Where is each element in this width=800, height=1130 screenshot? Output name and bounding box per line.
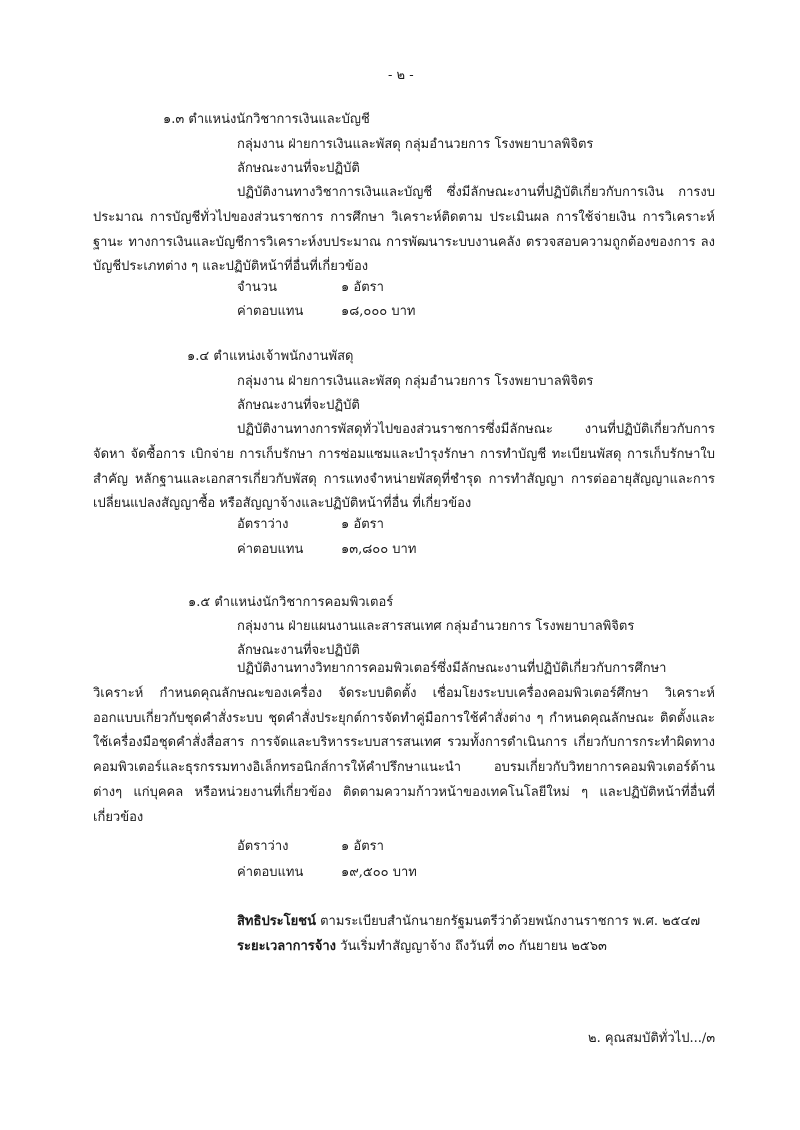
section-heading: ๑.๔ ตำแหน่งเจ้าพนักงานพัสดุ bbox=[187, 349, 354, 364]
section-pay bbox=[237, 865, 417, 881]
page-number: - ๒ - bbox=[388, 68, 414, 83]
section-duty-title: ลักษณะงานที่จะปฏิบัติ bbox=[237, 398, 360, 413]
section-heading: ๑.๓ ตำแหน่งนักวิชาการเงินและบัญชี bbox=[163, 112, 370, 127]
section-duty-title: ลักษณะงานที่จะปฏิบัติ bbox=[237, 161, 360, 176]
section-count bbox=[237, 517, 384, 533]
section-count-label: อัตราว่าง bbox=[237, 517, 289, 532]
section-group: กลุ่มงาน ฝ่ายแผนงานและสารสนเทศ กลุ่มอำนวยการ โรงพยาบาลพิจิตร bbox=[237, 619, 635, 634]
benefits bbox=[237, 914, 700, 930]
employment-period bbox=[237, 939, 607, 955]
section-pay-label: ค่าตอบแทน bbox=[237, 865, 304, 880]
employment-period-label: ระยะเวลาการจ้าง bbox=[237, 939, 336, 954]
section-count bbox=[237, 839, 384, 855]
section-description: ปฏิบัติงานทางวิทยาการคอมพิวเตอร์ซึ่งมีลักษณะงานที่ปฏิบัติเกี่ยวกับการศึกษา วิเคราะห์ กำหนดคุณลักษณะของเครื่อง จัดระบบติดตั้ง เชื่อมโยงระบบเครื่องคอมพิวเตอร์ศึกษา วิเคราะห์ ออกแบบเกี่ยวกับชุดคำสั่งระบบ ชุดคำสั่งประยุกต์การจัดทำคู่มือการใช้คำสั่งต่าง ๆ กำหนดคุณลักษณะ ติดตั้งและใช้เครื่องมือชุดคำสั่งสื่อสาร การจัดและบริหารระบบสารสนเทศ รวมทั้งการดำเนินการ เกี่ยวกับการกระทำผิดทางคอมพิวเตอร์และธุรกรรมทางอิเล็กทรอนิกส์การให้คำปรึกษาแนะนำ อบรมเกี่ยวกับวิทยาการคอมพิวเตอร์ด้านต่างๆ แก่บุคคล หรือหน่วยงานที่เกี่ยวข้อง ติดตามความก้าวหน้าของเทคโนโลยีใหม่ ๆ และปฏิบัติหน้าที่อื่นที่เกี่ยวข้อง bbox=[93, 661, 715, 825]
section-count-value: ๑ อัตรา bbox=[341, 839, 384, 854]
section-pay-label: ค่าตอบแทน bbox=[237, 542, 304, 557]
section-pay-value: ๑๙,๕๐๐ บาท bbox=[341, 865, 417, 880]
section-pay bbox=[237, 542, 416, 558]
section-count-value: ๑ อัตรา bbox=[341, 280, 384, 295]
section-description: ปฏิบัติงานทางวิชาการเงินและบัญชี ซึ่งมีลักษณะงานที่ปฏิบัติเกี่ยวกับการเงิน การงบประมาณ การบัญชีทั่วไปของส่วนราชการ การศึกษา วิเคราะห์ติดตาม ประเมินผล การใช้จ่ายเงิน การวิเคราะห์ฐานะ ทางการเงินและบัญชีการวิเคราะห์งบประมาณ การพัฒนาระบบงานคลัง ตรวจสอบความถูกต้องของการ ลงบัญชีประเภทต่าง ๆ และปฏิบัติหน้าที่อื่นที่เกี่ยวข้อง bbox=[93, 185, 715, 275]
section-description: ปฏิบัติงานทางการพัสดุทั่วไปของส่วนราชการซึ่งมีลักษณะ งานที่ปฏิบัติเกี่ยวกับการจัดหา จัดซื้อการ เบิกจ่าย การเก็บรักษา การซ่อมแซมและบำรุงรักษา การทำบัญชี ทะเบียนพัสดุ การเก็บรักษาใบสำคัญ หลักฐานและเอกสารเกี่ยวกับพัสดุ การแทงจำหน่ายพัสดุที่ชำรุด การทำสัญญา การต่ออายุสัญญาและการเปลี่ยนแปลงสัญญาซื้อ หรือสัญญาจ้างและปฏิบัติหน้าที่อื่น ที่เกี่ยวข้อง bbox=[93, 422, 715, 512]
section-count bbox=[237, 280, 384, 296]
section-pay-value: ๑๓,๘๐๐ บาท bbox=[341, 542, 417, 557]
section-pay bbox=[237, 304, 415, 320]
benefits-text: ตามระเบียบสำนักนายกรัฐมนตรีว่าด้วยพนักงานราชการ พ.ศ. ๒๕๔๗ bbox=[320, 914, 701, 929]
section-duty-title: ลักษณะงานที่จะปฏิบัติ bbox=[237, 643, 360, 658]
section-pay-value: ๑๘,๐๐๐ บาท bbox=[341, 304, 416, 319]
section-pay-label: ค่าตอบแทน bbox=[237, 304, 304, 319]
section-count-label: อัตราว่าง bbox=[237, 839, 289, 854]
section-group: กลุ่มงาน ฝ่ายการเงินและพัสดุ กลุ่มอำนวยการ โรงพยาบาลพิจิตร bbox=[237, 374, 594, 389]
continued-note: ๒. คุณสมบัติทั่วไป.../๓ bbox=[588, 1031, 716, 1046]
benefits-label: สิทธิประโยชน์ bbox=[237, 914, 316, 929]
section-heading: ๑.๕ ตำแหน่งนักวิชาการคอมพิวเตอร์ bbox=[188, 595, 394, 610]
employment-period-text: วันเริ่มทำสัญญาจ้าง ถึงวันที่ ๓๐ กันยายน ๒๕๖๓ bbox=[340, 939, 607, 954]
section-count-value: ๑ อัตรา bbox=[341, 517, 384, 532]
section-count-label: จำนวน bbox=[237, 280, 277, 295]
section-group: กลุ่มงาน ฝ่ายการเงินและพัสดุ กลุ่มอำนวยการ โรงพยาบาลพิจิตร bbox=[237, 137, 594, 152]
